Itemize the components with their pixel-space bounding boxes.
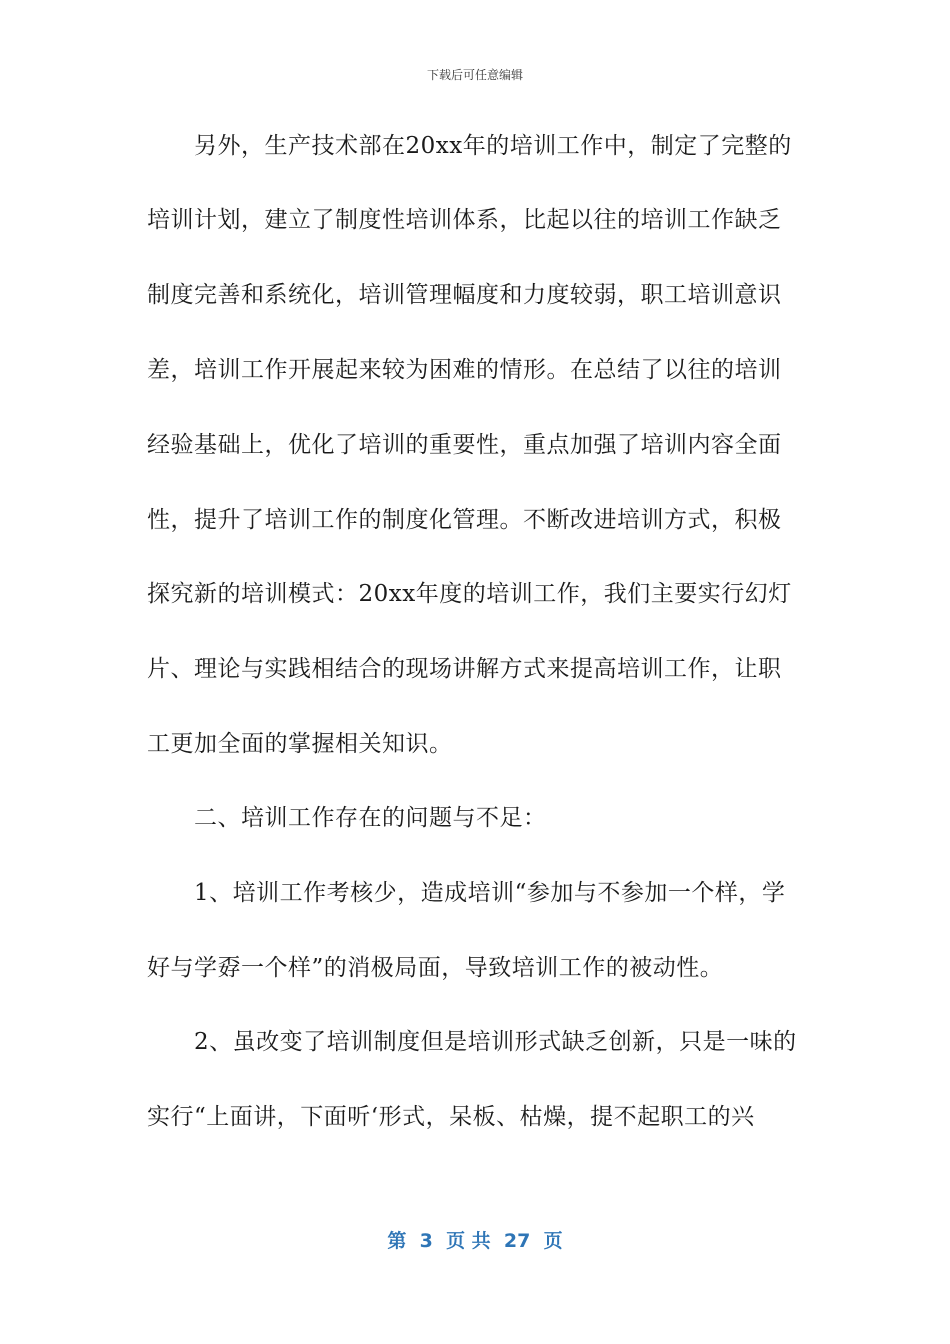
paragraph-line: 片、理论与实践相结合的现场讲解方式来提高培训工作，让职	[147, 656, 782, 682]
paragraph-line: 制度完善和系统化，培训管理幅度和力度较弱，职工培训意识	[147, 282, 782, 308]
page-number: 第 3 页 共 27 页	[387, 1230, 563, 1252]
paragraph-line: 培训计划，建立了制度性培训体系，比起以往的培训工作缺乏	[147, 207, 782, 233]
paragraph-line: 经验基础上，优化了培训的重要性，重点加强了培训内容全面	[147, 432, 782, 458]
section-heading: 二、培训工作存在的问题与不足：	[194, 805, 547, 831]
header-note: 下载后可任意编辑	[426, 68, 523, 82]
paragraph-line: 探究新的培训模式：20xx年度的培训工作，我们主要实行幻灯	[147, 581, 792, 607]
paragraph-line: 另外，生产技术部在20xx年的培训工作中，制定了完整的	[194, 133, 792, 159]
paragraph-line: 工更加全面的掌握相关知识。	[147, 731, 453, 757]
paragraph-line: 2、虽改变了培训制度但是培训形式缺乏创新，只是一味的	[194, 1029, 797, 1055]
paragraph-line: 1、培训工作考核少，造成培训“参加与不参加一个样，学	[194, 880, 786, 906]
paragraph-line: 实行“上面讲，下面听‘形式，呆板、枯燥，提不起职工的兴	[147, 1104, 755, 1130]
paragraph-line: 好与学孬一个样”的消极局面，导致培训工作的被动性。	[147, 955, 724, 981]
paragraph-line: 差，培训工作开展起来较为困难的情形。在总结了以往的培训	[147, 357, 782, 383]
paragraph-line: 性，提升了培训工作的制度化管理。不断改进培训方式，积极	[147, 507, 782, 533]
